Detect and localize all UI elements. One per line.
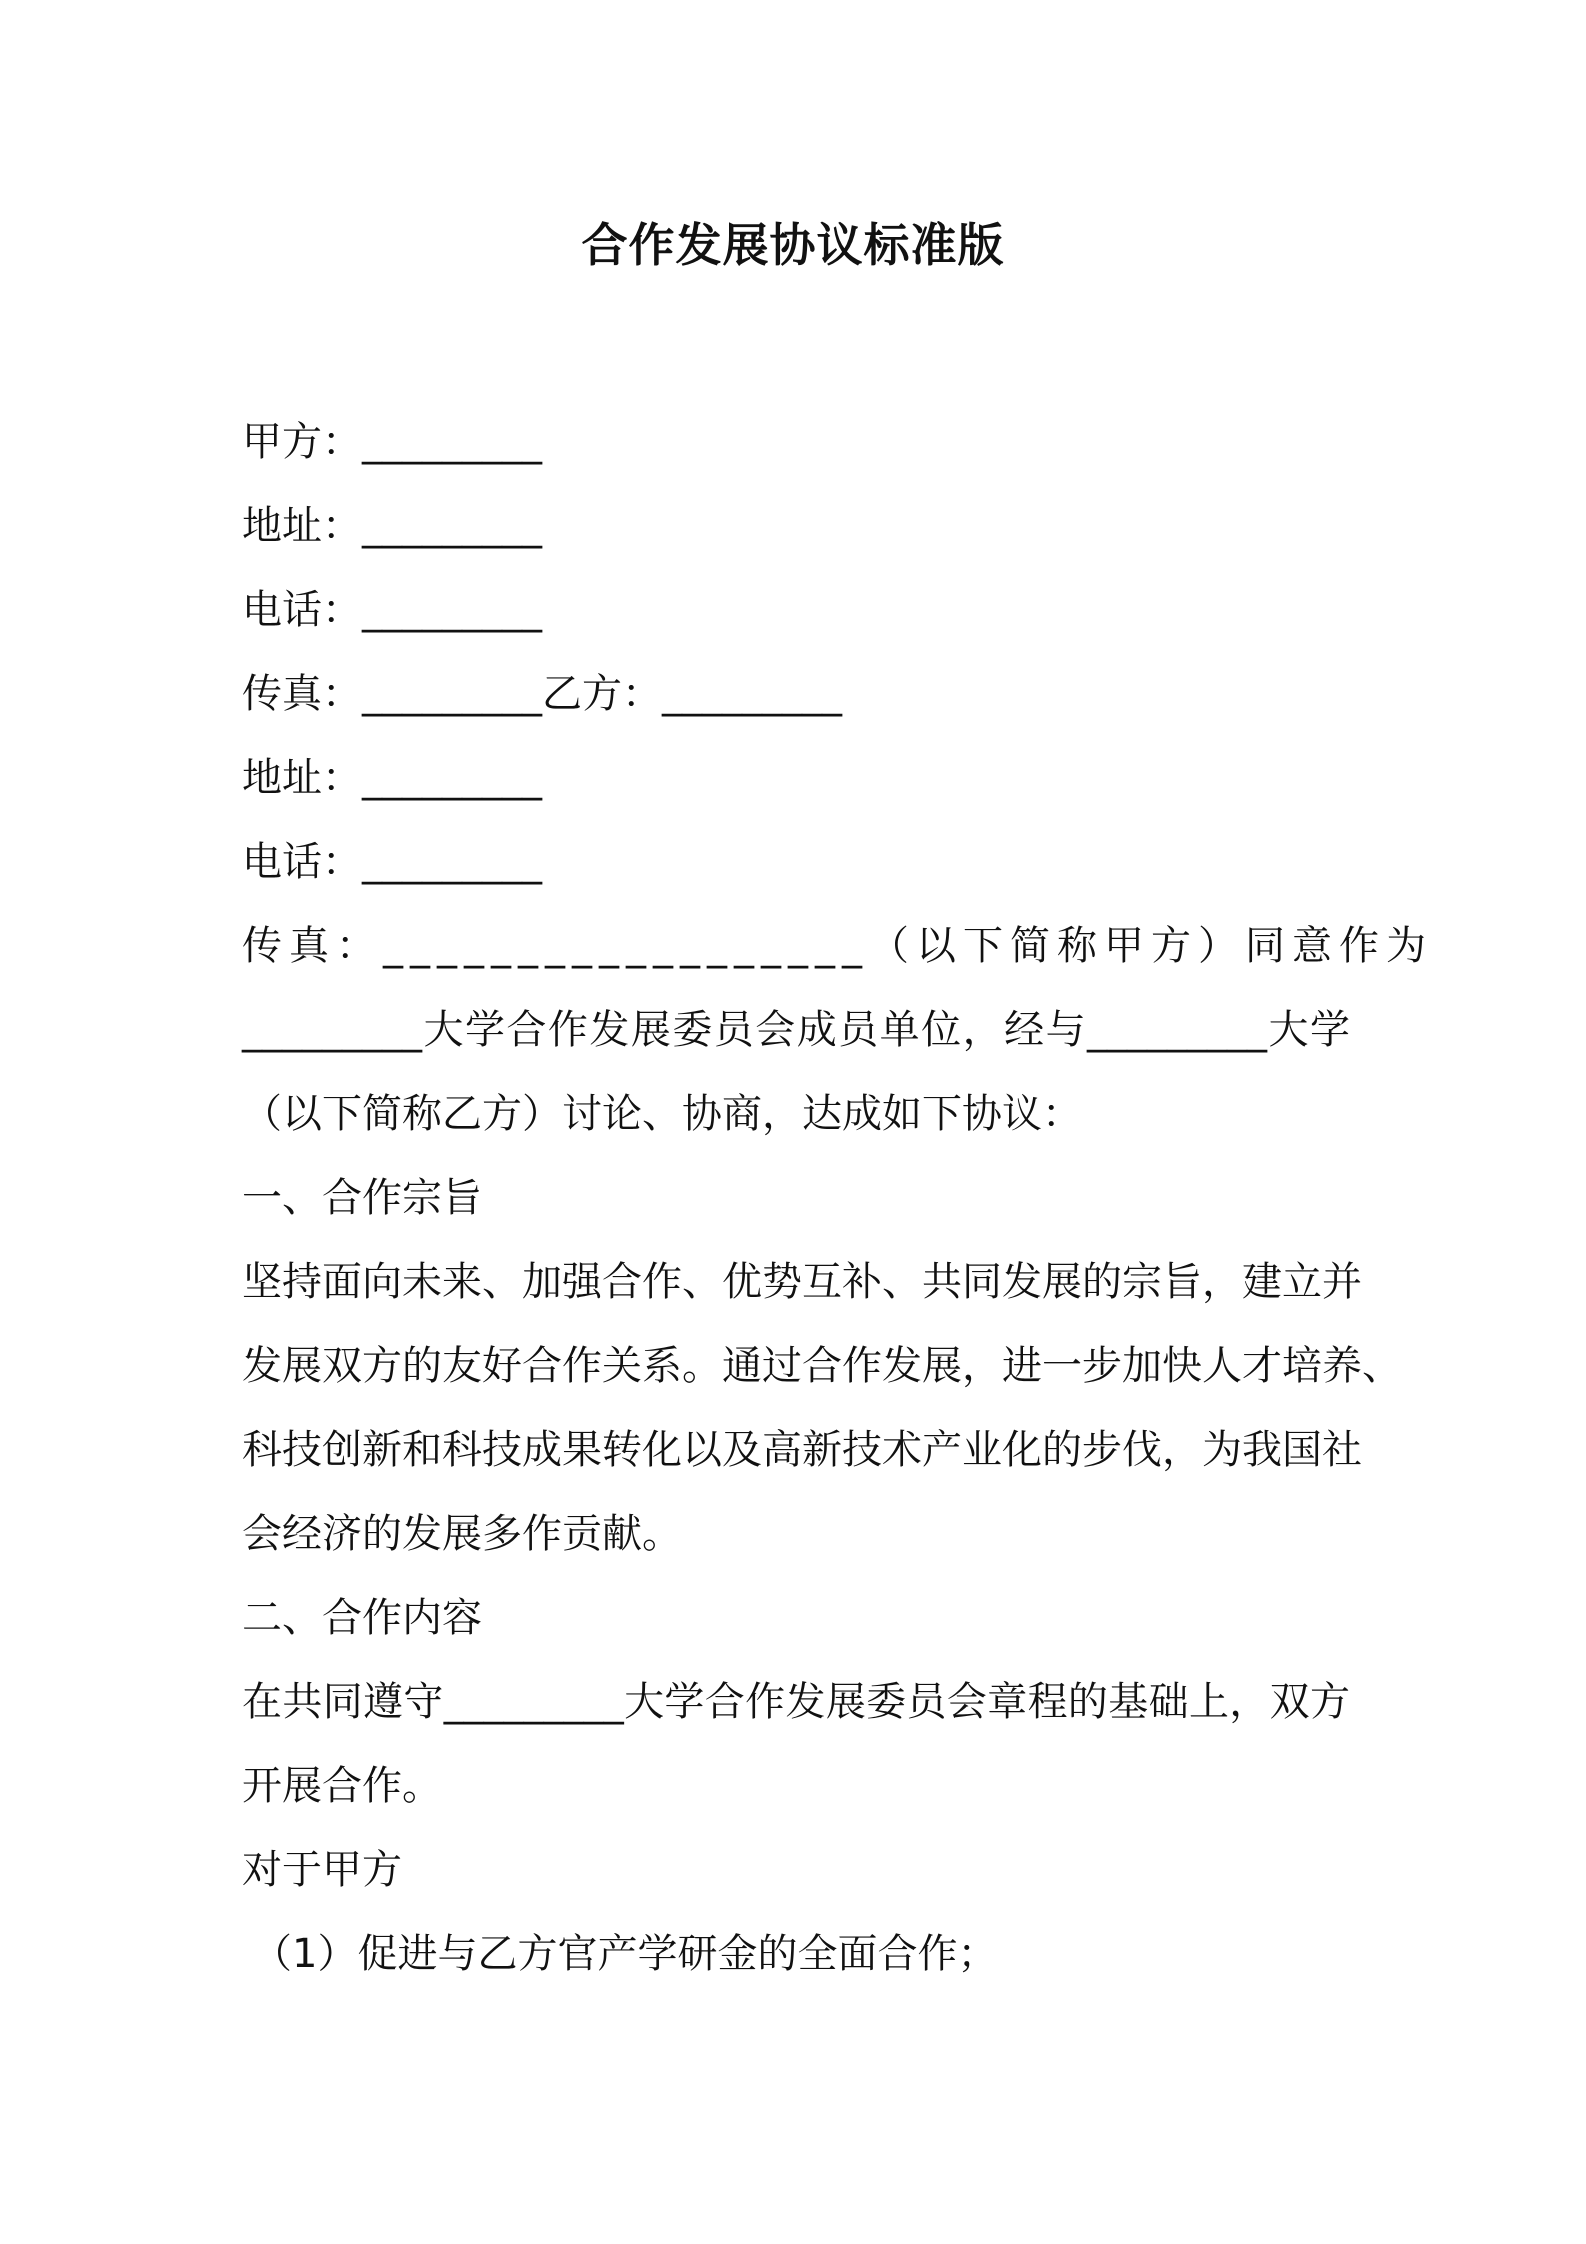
party-a-address-line: 地址：_________ (242, 503, 542, 549)
section-heading-purpose: 一、合作宗旨 (242, 1175, 482, 1221)
party-a-line: 甲方：_________ (242, 419, 542, 465)
document-body (242, 400, 1433, 1996)
content-line-1: 在共同遵守_________大学合作发展委员会章程的基础上，双方 (242, 1679, 1350, 1725)
party-b-address-line: 地址：_________ (242, 755, 542, 801)
content-line-2: 开展合作。 (242, 1763, 442, 1809)
document-title: 合作发展协议标准版 (581, 218, 1005, 272)
fax-and-party-b-line: 传真：_________乙方：_________ (242, 671, 842, 717)
intro-line-2: _________大学合作发展委员会成员单位，经与_________大学 (242, 1007, 1350, 1053)
purpose-line-4: 会经济的发展多作贡献。 (242, 1511, 682, 1557)
party-a-phone-line: 电话：_________ (242, 587, 542, 633)
purpose-line-3: 科技创新和科技成果转化以及高新技术产业化的步伐，为我国社 (242, 1427, 1362, 1473)
purpose-line-1: 坚持面向未来、加强合作、优势互补、共同发展的宗旨，建立并 (242, 1259, 1362, 1305)
subheading-party-a: 对于甲方 (242, 1847, 402, 1893)
intro-line-3: （以下简称乙方）讨论、协商，达成如下协议： (242, 1091, 1082, 1137)
purpose-line-2: 发展双方的友好合作关系。通过合作发展，进一步加快人才培养、 (242, 1343, 1402, 1389)
party-b-phone-line: 电话：_________ (242, 839, 542, 885)
list-item-1: （1）促进与乙方官产学研金的全面合作； (252, 1931, 998, 1977)
section-heading-content: 二、合作内容 (242, 1595, 482, 1641)
intro-line-1: 传真：__________________（以下简称甲方）同意作为 (242, 923, 1433, 969)
